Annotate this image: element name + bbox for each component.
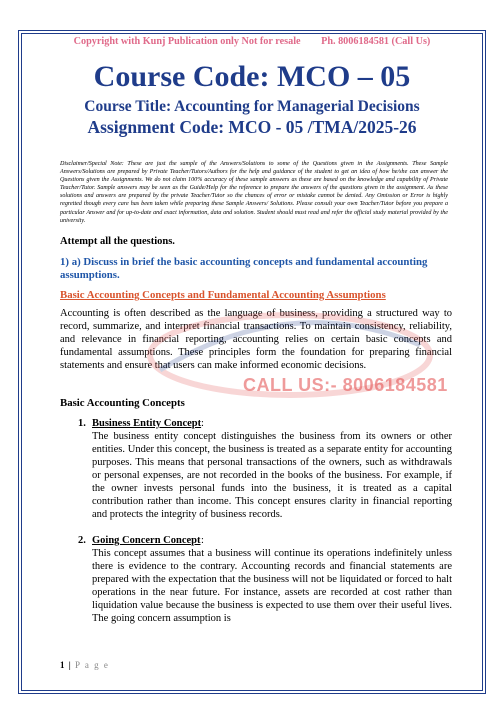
course-title: Course Title: Accounting for Managerial Decisions — [84, 98, 420, 115]
copyright-notice: Copyright with Kunj Publication only Not for resale — [73, 36, 301, 47]
section-heading: Basic Accounting Concepts and Fundamental Accounting Assumptions — [60, 289, 386, 301]
concepts-heading: Basic Accounting Concepts — [60, 397, 185, 409]
assignment-code: Assignment Code: MCO - 05 /TMA/2025-26 — [87, 117, 417, 137]
instructions: Attempt all the questions. — [60, 236, 175, 247]
concept-item: 1. Business Entity Concept : The business entity concept distinguishes the business from its owners or other entities. Under this concept, the business is treated as a separate entity for accounting purposes. This means that personal transactions of the owners, such as withdrawals or personal expenses, are not recorded in the books of the business. For example, if the owner invests personal funds into the business, it is treated as a capital contribution rather than income. This concept ensures clarity in financial reporting and protects the integrity of business records. — [78, 418, 452, 520]
intro-paragraph: Accounting is often described as the language of business, providing a structured way to record, summarize, and interpret financial transactions. To maintain consistency, reliability, and relevance in financial reporting, accounting relies on certain basic concepts and fundamental assumptions. These principles form the foundation for preparing financial statements and ensure that users can make informed economic decisions. — [60, 308, 452, 371]
page-label: P a g e — [74, 660, 110, 670]
concept-body: This concept assumes that a business will continue its operations indefinitely unless there is evidence to the contrary. Accounting records and financial statements are prepared with the expectation that the business will not be liquidated or forced to halt operations in the near future. For instance, assets are recorded at cost rather than liquidation value because the business is expected to use them over their useful lives. The going concern assumption is — [92, 548, 452, 624]
concept-number: 2. — [78, 535, 86, 546]
question-1a: 1) a) Discuss in brief the basic accounting concepts and fundamental accounting assumptions. — [60, 256, 428, 281]
copyright-header — [0, 36, 504, 47]
course-code-title: Course Code: MCO – 05 — [93, 60, 411, 93]
contact-phone: Ph. 8006184581 (Call Us) — [321, 36, 431, 47]
concept-name: Business Entity Concept — [92, 418, 202, 429]
concept-item: 2. Going Concern Concept : This concept assumes that a business will continue its operations indefinitely unless there is evidence to the contrary. Accounting records and financial statements are prepared with the expectation that the business will not be liquidated or forced to halt operations in the near future. For instance, assets are recorded at cost rather than liquidation value because the business is expected to use them over their useful lives. The going concern assumption is — [78, 535, 452, 624]
footer-separator: | — [68, 660, 71, 670]
page-footer — [60, 660, 109, 670]
concept-number: 1. — [78, 418, 86, 429]
disclaimer-note: Disclaimer/Special Note: These are just the sample of the Answers/Solutions to some of the Questions given in the Assignments. These Sample Answers/Solutions are prepared by Private Teacher/Tutors/Authors for the help and guidance of the student to get an idea of how he/she can answer the Questions given the Assignments. We do not claim 100% accuracy of these sample answers as these are based on the knowledge and capability of Private Teacher/Tutor. Sample answers may be seen as the Guide/Help for the reference to prepare the answers of the questions given in the assignment. As these solutions and answers are prepared by the private Teacher/Tutor so the chances of error or mistake cannot be denied. Any Omission or Error is highly regretted though every care has been taken while preparing these Sample Answers/ Solutions. Please consult your own Teacher/Tutor before you prepare a particular Answer and for up-to-date and exact information, data and solution. Student should must read and refer the official study material provided by the university. — [60, 161, 448, 224]
page-number: 1 — [60, 660, 65, 670]
concept-body: The business entity concept distinguishes the business from its owners or other entities. Under this concept, the business is treated as a separate entity for accounting purposes. This means that personal transactions of the owners, such as withdrawals or personal expenses, are not recorded in the books of the business. For example, if the owner invests personal funds into the business, it is treated as a capital contribution rather than income. This concept ensures clarity in financial reporting and protects the integrity of business records. — [92, 431, 452, 520]
watermark-phone: CALL US:- 8006184581 — [243, 375, 448, 395]
concept-name: Going Concern Concept — [92, 535, 201, 546]
